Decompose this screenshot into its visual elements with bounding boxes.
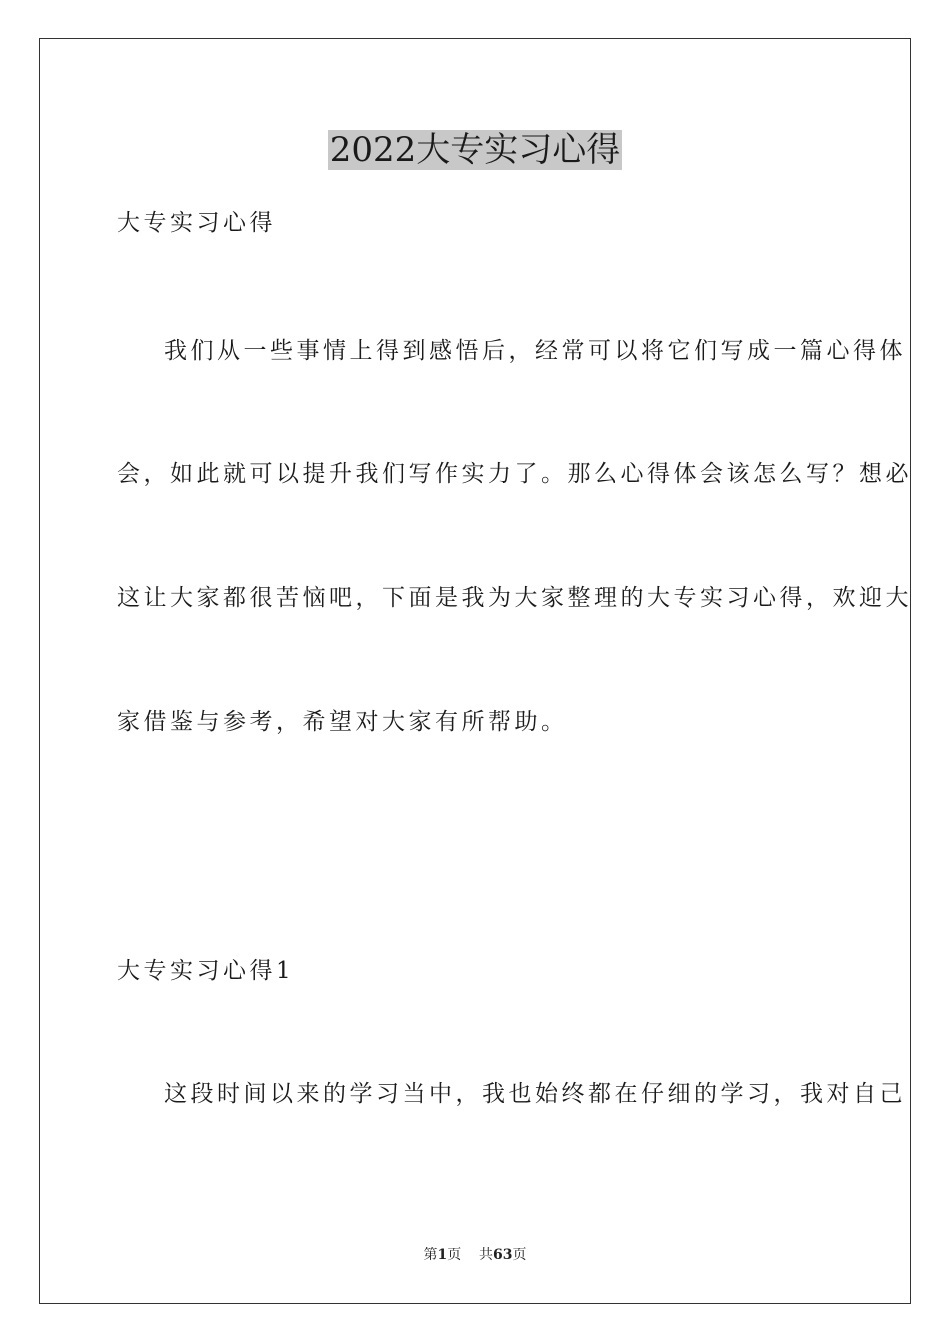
document-title [0, 128, 950, 172]
footer-total-pages: 63 [493, 1247, 513, 1263]
intro-line-1: 我们从一些事情上得到感悟后，经常可以将它们写成一篇心得体 [164, 338, 906, 364]
intro-line-4: 家借鉴与参考，希望对大家有所帮助。 [117, 709, 568, 735]
intro-line-2: 会，如此就可以提升我们写作实力了。那么心得体会该怎么写？想必 [117, 461, 912, 487]
footer-page-prefix: 第 [423, 1247, 438, 1263]
footer-page-suffix: 页 [447, 1247, 462, 1263]
footer-total-prefix: 共 [479, 1247, 494, 1263]
footer-total-suffix: 页 [512, 1247, 527, 1263]
section-first-line: 这段时间以来的学习当中，我也始终都在仔细的学习，我对自己 [164, 1081, 906, 1107]
document-subtitle: 大专实习心得 [117, 210, 276, 236]
intro-line-3: 这让大家都很苦恼吧，下面是我为大家整理的大专实习心得，欢迎大 [117, 585, 912, 611]
section-heading: 大专实习心得1 [117, 958, 295, 984]
footer-page-number: 1 [437, 1247, 448, 1263]
document-title-text: 2022大专实习心得 [329, 130, 621, 170]
page-footer [0, 1246, 950, 1264]
